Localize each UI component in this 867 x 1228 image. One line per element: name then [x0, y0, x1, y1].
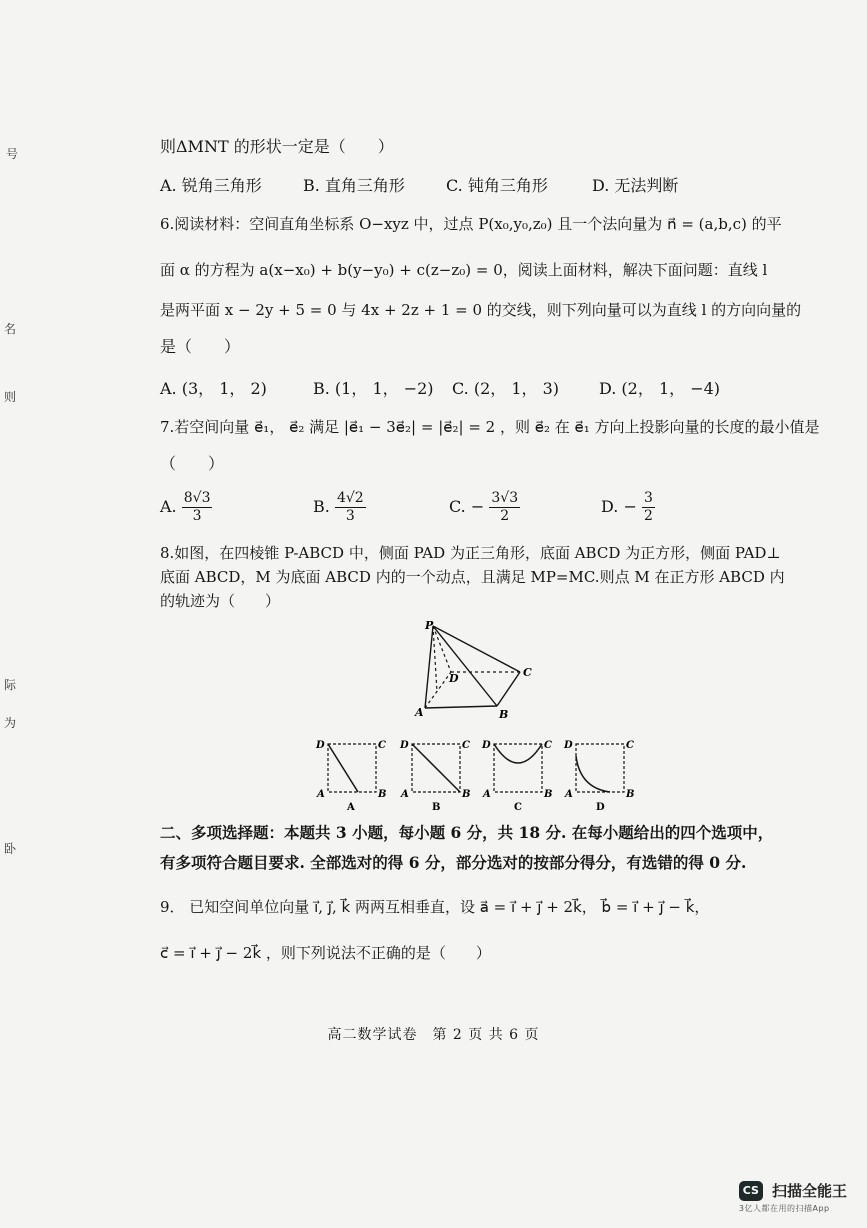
q5-stem: 则ΔMNT 的形状一定是（ ） [160, 137, 394, 156]
q5-option-d: D. 无法判断 [592, 176, 679, 195]
scanner-watermark [739, 1180, 847, 1214]
label-d: D [564, 740, 573, 751]
label-d: D [400, 740, 409, 751]
option-fraction [489, 490, 520, 525]
q8-line-2: 底面 ABCD，M 为底面 ABCD 内的一个动点，且满足 MP=MC.则点 M 在正方形 ABCD 内 [160, 568, 785, 586]
q7-option-c [449, 490, 520, 525]
fraction-denominator: 3 [192, 508, 202, 524]
q6-option-a: A. (3， 1， 2) [160, 379, 267, 398]
fraction-numerator: 3 [643, 490, 653, 506]
choice-caption-d: D [596, 802, 605, 812]
label-a: A [401, 789, 409, 800]
q6-line-2: 面 α 的方程为 a(x−x₀) + b(y−y₀) + c(z−z₀) = 0，阅读上面材料，解决下面问题：直线 l [160, 261, 768, 279]
fraction-numerator: 3√3 [491, 490, 519, 506]
option-label: B. [313, 497, 330, 516]
label-c: C [626, 740, 634, 751]
choice-b-figure [399, 740, 470, 812]
section-2-heading-line-1: 二、多项选择题：本题共 3 小题，每小题 6 分，共 18 分. 在每小题给出的四个选项中， [160, 823, 774, 842]
option-sign: − [470, 497, 485, 516]
margin-fragment: 卧 [4, 842, 17, 856]
label-b: B [462, 789, 471, 800]
q6-line-4: 是（ ） [160, 337, 241, 356]
label-a: A [483, 789, 491, 800]
q7-option-b [313, 490, 366, 525]
label-d: D [482, 740, 491, 751]
option-fraction [335, 490, 366, 525]
margin-fragment: 为 [4, 716, 17, 730]
brand-tagline: 3亿人都在用的扫描App [738, 1204, 830, 1213]
choice-caption-b: B [432, 802, 441, 812]
label-d: D [316, 740, 325, 751]
vertex-label-c: C [523, 666, 532, 679]
margin-fragment: 名 [4, 322, 17, 336]
q5-option-c: C. 钝角三角形 [446, 176, 548, 195]
vertex-label-a: A [415, 706, 424, 719]
choice-caption-a: A [347, 802, 355, 812]
label-c: C [462, 740, 470, 751]
vertex-label-d: D [449, 672, 459, 685]
q9-line-2: c⃗ = i⃗ + j⃗ − 2k⃗ ，则下列说法不正确的是（ ） [160, 944, 491, 962]
option-label: D. [601, 497, 619, 516]
label-b: B [626, 789, 635, 800]
choice-a-figure [315, 740, 386, 812]
q7-line-2: （ ） [160, 454, 225, 473]
page-footer: 高二数学试卷 第 2 页 共 6 页 [327, 1027, 540, 1043]
option-sign: − [623, 497, 637, 516]
q8-answer-figures [310, 732, 650, 812]
fraction-numerator: 4√2 [336, 490, 364, 506]
vertex-label-p: P [425, 619, 434, 632]
label-c: C [378, 740, 386, 751]
fraction-denominator: 3 [345, 508, 355, 524]
q5-option-a: A. 锐角三角形 [160, 176, 262, 195]
fraction-numerator: 8√3 [183, 490, 211, 506]
q6-option-b: B. (1， 1， −2) [313, 379, 434, 398]
vertex-label-b: B [499, 708, 509, 721]
q7-option-a [160, 490, 212, 525]
option-fraction [182, 490, 213, 525]
camscanner-logo-icon: CS [739, 1181, 763, 1201]
q6-option-c: C. (2， 1， 3) [452, 379, 560, 398]
q6-line-1: 6.阅读材料：空间直角坐标系 O−xyz 中，过点 P(x₀,y₀,z₀) 且一个法向量为 n⃗ = (a,b,c) 的平 [160, 215, 782, 233]
pyramid-figure [405, 612, 555, 722]
q9-line-1: 9． 已知空间单位向量 i⃗, j⃗, k⃗ 两两互相垂直，设 a⃗ = i⃗ + j⃗ + 2k⃗， b⃗ = i⃗ + j⃗ − k⃗， [160, 898, 710, 916]
brand-name: 扫描全能王 [771, 1182, 847, 1200]
q5-option-b: B. 直角三角形 [303, 176, 405, 195]
margin-fragment: 则 [4, 390, 17, 404]
label-c: C [544, 740, 552, 751]
fraction-denominator: 2 [500, 508, 510, 524]
q6-option-d: D. (2， 1， −4) [599, 379, 721, 398]
margin-fragment: 号 [6, 147, 19, 161]
label-b: B [378, 789, 387, 800]
q6-line-3: 是两平面 x − 2y + 5 = 0 与 4x + 2z + 1 = 0 的交线，则下列向量可以为直线 l 的方向向量的 [160, 301, 802, 319]
q8-line-1: 8.如图，在四棱锥 P-ABCD 中，侧面 PAD 为正三角形，底面 ABCD 为正方形，侧面 PAD⊥ [160, 544, 781, 562]
option-fraction [642, 490, 655, 525]
label-b: B [544, 789, 553, 800]
choice-c-figure [481, 740, 552, 812]
q7-option-d [601, 490, 655, 525]
label-a: A [565, 789, 573, 800]
choice-caption-c: C [514, 802, 522, 812]
section-2-heading-line-2: 有多项符合题目要求. 全部选对的得 6 分，部分选对的按部分得分，有选错的得 0 分. [160, 853, 747, 872]
q8-line-3: 的轨迹为（ ） [160, 592, 281, 610]
option-label: A. [160, 497, 177, 516]
option-label: C. [449, 497, 466, 516]
label-a: A [317, 789, 325, 800]
margin-fragment: 际 [4, 678, 17, 692]
q7-line-1: 7.若空间向量 e⃗₁， e⃗₂ 满足 |e⃗₁ − 3e⃗₂| = |e⃗₂| = 2 ，则 e⃗₂ 在 e⃗₁ 方向上投影向量的长度的最小值是 [160, 418, 820, 436]
choice-d-figure [563, 740, 634, 812]
fraction-denominator: 2 [643, 508, 653, 524]
